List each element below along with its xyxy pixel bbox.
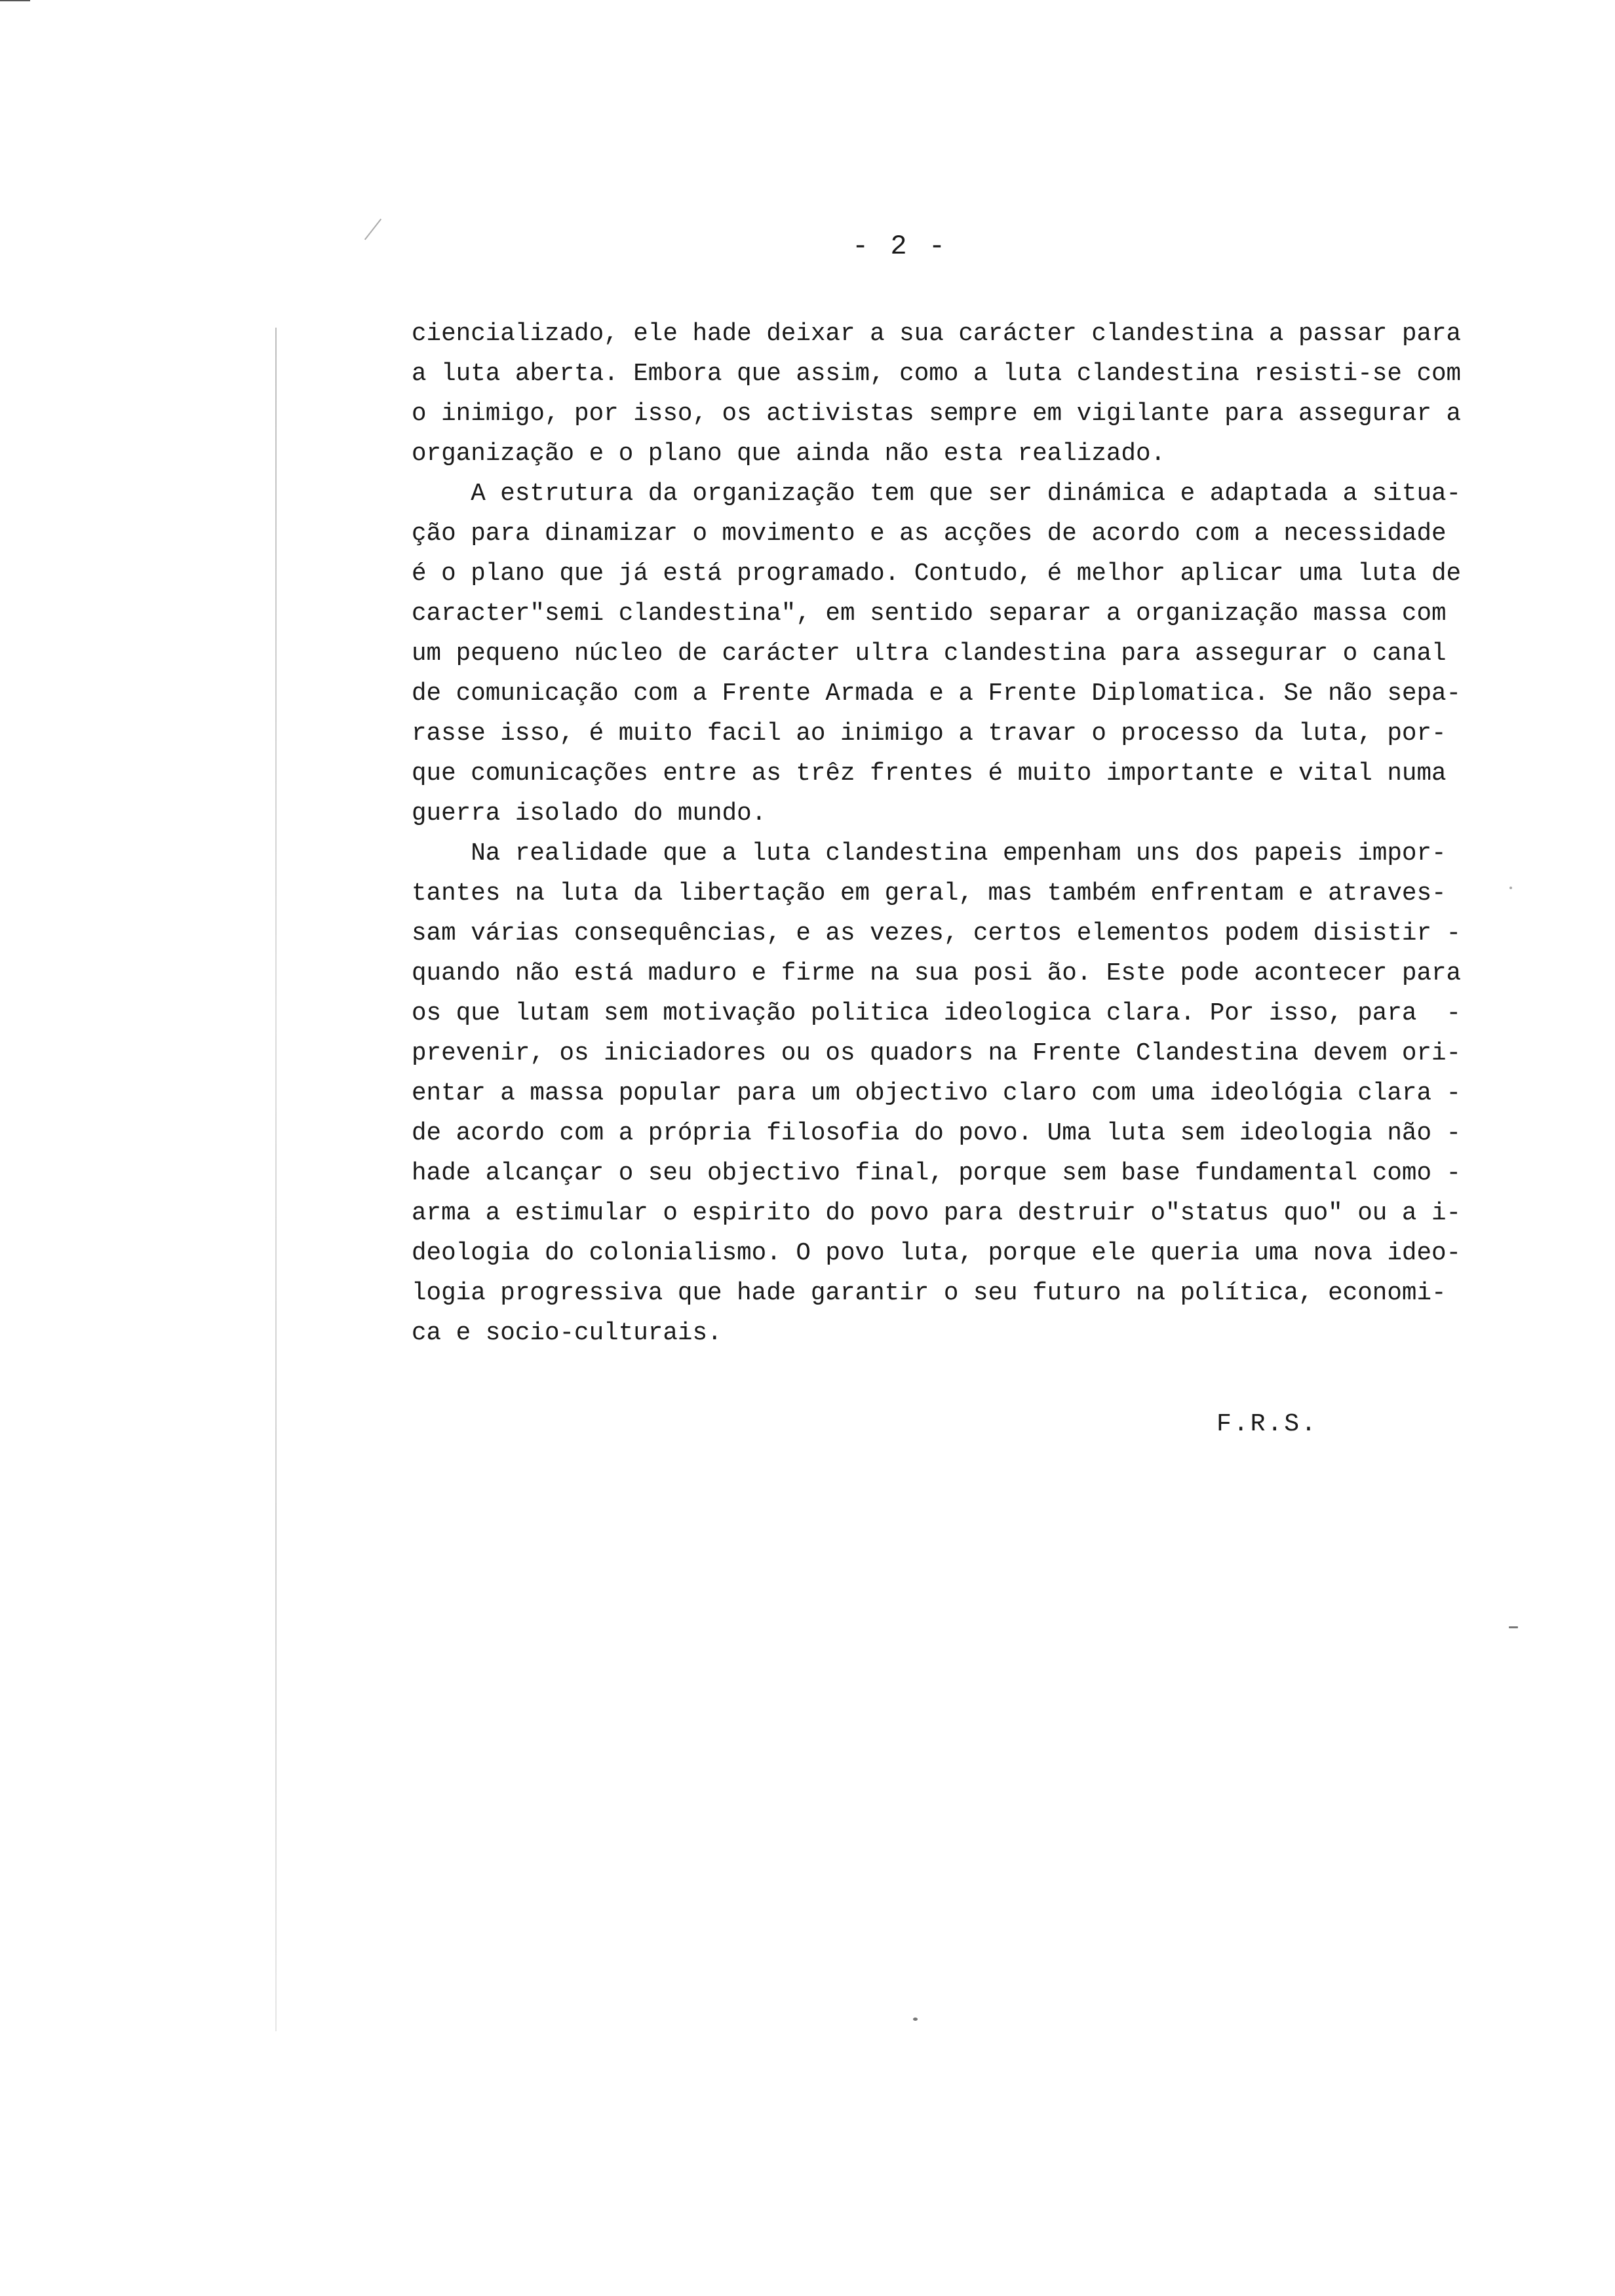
scan-speck bbox=[1509, 1626, 1518, 1628]
scan-speck bbox=[913, 2018, 918, 2021]
page-number: - 2 - bbox=[852, 231, 948, 262]
paragraph-2: A estrutura da organização tem que ser dinámica e adaptada a situa- ção para dinamizar o movimento e as acções de acordo com a necessidade é o plano que já está programado. Contudo, é melhor aplicar uma luta de caracter"semi clandestina", em sentido separar a organização massa com um pequeno núcleo de carácter ultra clandestina para assegurar o canal de comunicação com a Frente Armada e a Frente Diplomatica. Se não sepa- rasse isso, é muito facil ao inimigo a travar o processo da luta, por- que comunicações entre as trêz frentes é muito importante e vital numa guerra isolado do mundo. bbox=[412, 480, 1462, 828]
paragraph-1: ciencializado, ele hade deixar a sua carácter clandestina a passar para a luta aberta. Embora que assim, como a luta clandestina resisti-se com o inimigo, por isso, os activistas sempre em vigilante para assegurar a organização e o plano que ainda não esta realizado. bbox=[412, 320, 1462, 468]
document-body bbox=[412, 315, 1526, 1354]
author-signature: F.R.S. bbox=[1216, 1410, 1318, 1438]
stray-pen-mark bbox=[364, 219, 381, 240]
scan-speck bbox=[1509, 887, 1512, 889]
margin-fold-line bbox=[275, 328, 277, 2031]
paragraph-3: Na realidade que a luta clandestina empenham uns dos papeis impor- tantes na luta da libertação em geral, mas também enfrentam e atraves- sam várias consequências, e as vezes, certos elementos podem disistir - quando não está maduro e firme na sua posi ão. Este pode acontecer para os que lutam sem motivação politica ideologica clara. Por isso, para - prevenir, os iniciadores ou os quadors na Frente Clandestina devem ori- entar a massa popular para um objectivo claro com uma ideológia clara - de acordo com a própria filosofia do povo. Uma luta sem ideologia não - hade alcançar o seu objectivo final, porque sem base fundamental como - arma a estimular o espirito do povo para destruir o"status quo" ou a i- deologia do colonialismo. O povo luta, porque ele queria uma nova ideo- logia progressiva que hade garantir o seu futuro na política, economi- ca e socio-culturais. bbox=[412, 840, 1462, 1347]
scan-corner-mark bbox=[0, 0, 30, 1]
